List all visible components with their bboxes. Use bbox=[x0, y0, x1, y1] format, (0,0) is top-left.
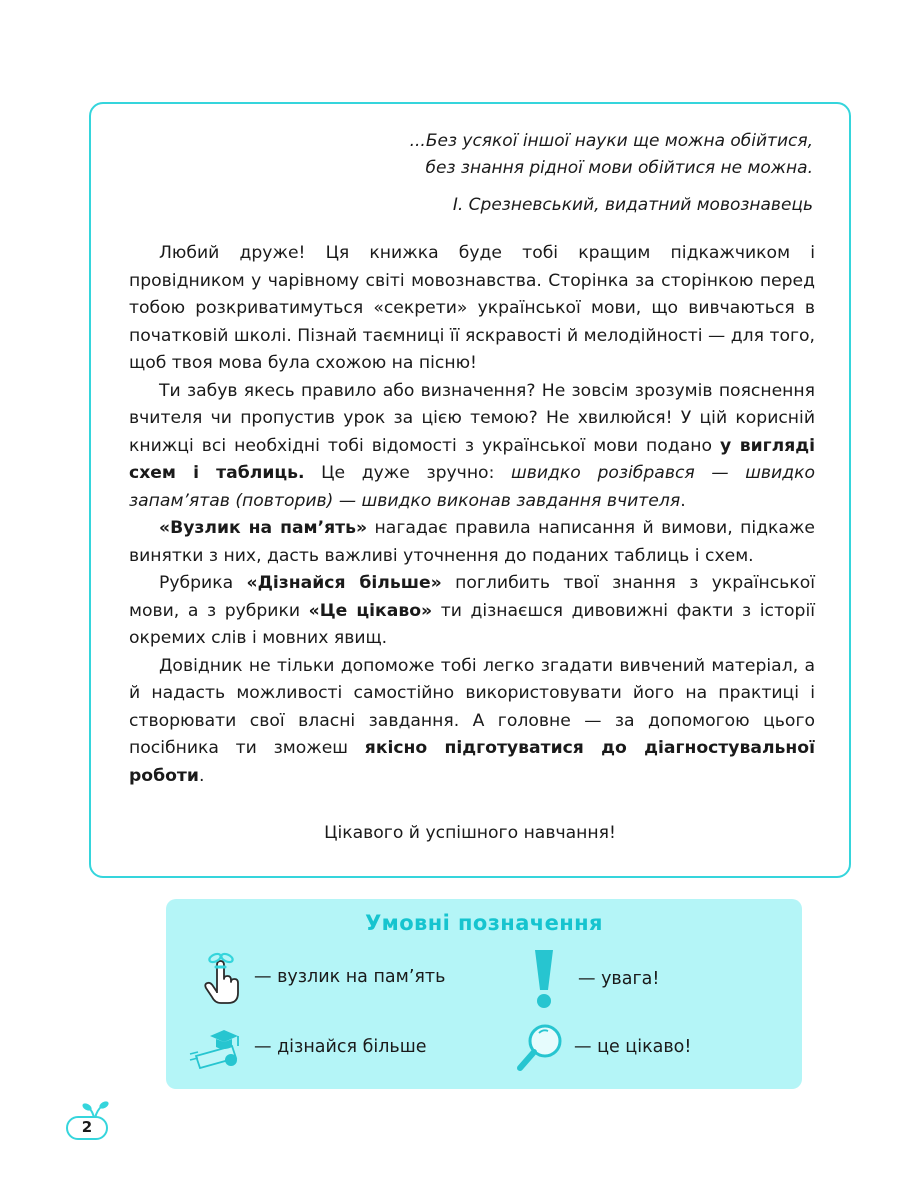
paragraph-5-end: . bbox=[198, 765, 205, 786]
epigraph-line-1: ...Без усякої іншої науки ще можна обійтися, bbox=[409, 131, 813, 151]
page-number: 2 bbox=[66, 1116, 108, 1140]
legend-learn-more-label: — дізнайся більше bbox=[254, 1037, 427, 1057]
epigraph-author: І. Срезневський, видатний мовознавець bbox=[452, 195, 813, 215]
closing-wish: Цікавого й успішного навчання! bbox=[324, 823, 616, 843]
legend-attention-label: — увага! bbox=[578, 969, 660, 989]
paragraph-4 bbox=[129, 570, 815, 653]
paragraph-3 bbox=[129, 515, 815, 570]
finger-knot-icon bbox=[192, 947, 248, 1007]
paragraph-2-text-b: Це дуже зручно: bbox=[304, 463, 511, 483]
paragraph-4-text-a: Рубрика bbox=[159, 573, 247, 593]
intro-frame bbox=[89, 102, 851, 878]
intro-text bbox=[129, 240, 815, 790]
legend-item-knot bbox=[192, 947, 445, 1007]
paragraph-2 bbox=[129, 378, 815, 516]
paragraph-1-text: Любий друже! Ця книжка буде тобі кращим підкажчиком і провідником у чарівному світі мовознавства. Сторінка за сторінкою перед тобою розкриватимуться «секрети» української мови, що вивчаються в початковій школі. Пізнай таємниці її яскравості й мелодійності — для того, щоб твоя мова була схожою на пісню! bbox=[129, 243, 815, 373]
paragraph-2-italic: швидко розібрався — швидко запам’ятав (повторив) — швидко виконав завдання вчителя bbox=[129, 463, 815, 511]
paragraph-4-bold-2: «Це цікаво» bbox=[308, 600, 433, 621]
paragraph-1 bbox=[129, 240, 815, 378]
paragraph-5 bbox=[129, 653, 815, 791]
legend-box bbox=[166, 899, 802, 1089]
paragraph-5-bold: якісно підготуватися до діагностувальної роботи bbox=[129, 738, 815, 786]
legend-interesting-label: — це цікаво! bbox=[574, 1037, 692, 1057]
paragraph-4-text-b: поглибить твої знання з української мови, а з рубрики bbox=[129, 573, 815, 621]
legend-title: Умовні позначення bbox=[365, 911, 603, 935]
paragraph-4-text-c: ти дізнаєшся дивовижні факти з історії окремих слів і мовних явищ. bbox=[129, 600, 815, 648]
exclamation-icon bbox=[516, 949, 572, 1009]
graduation-cap-icon bbox=[184, 1017, 248, 1077]
paragraph-2-end: . bbox=[680, 490, 686, 511]
page-number-badge bbox=[66, 1100, 116, 1144]
paragraph-2-text: Ти забув якесь правило або визначення? Не зовсім зрозумів пояснення вчителя чи пропустив урок за цією темою? Не хвилюйся! У цій корисній книжці всі необхідні тобі відомості з української мови подано bbox=[129, 380, 815, 456]
legend-item-attention bbox=[516, 949, 659, 1009]
paragraph-5-text: Довідник не тільки допоможе тобі легко згадати вивчений матеріал, а й надасть можливості самостійно використовувати його на практиці і створювати свої власні завдання. А головне — за допомогою цього посібника ти зможеш bbox=[129, 655, 815, 758]
epigraph bbox=[410, 128, 813, 219]
legend-knot-label: — вузлик на пам’ять bbox=[254, 967, 446, 987]
legend-item-learn-more bbox=[184, 1017, 427, 1077]
paragraph-4-bold-1: «Дізнайся більше» bbox=[246, 573, 442, 593]
epigraph-line-2: без знання рідної мови обійтися не можна. bbox=[425, 158, 813, 178]
paragraph-2-bold: у вигляді схем і таблиць. bbox=[129, 435, 815, 483]
magnifier-icon bbox=[512, 1017, 568, 1077]
paragraph-3-bold: «Вузлик на пам’ять» bbox=[159, 518, 368, 538]
paragraph-3-text: нагадає правила написання й вимови, підкаже винятки з них, дасть важливі уточнення до поданих таблиць і схем. bbox=[129, 518, 815, 566]
legend-item-interesting bbox=[512, 1017, 691, 1077]
